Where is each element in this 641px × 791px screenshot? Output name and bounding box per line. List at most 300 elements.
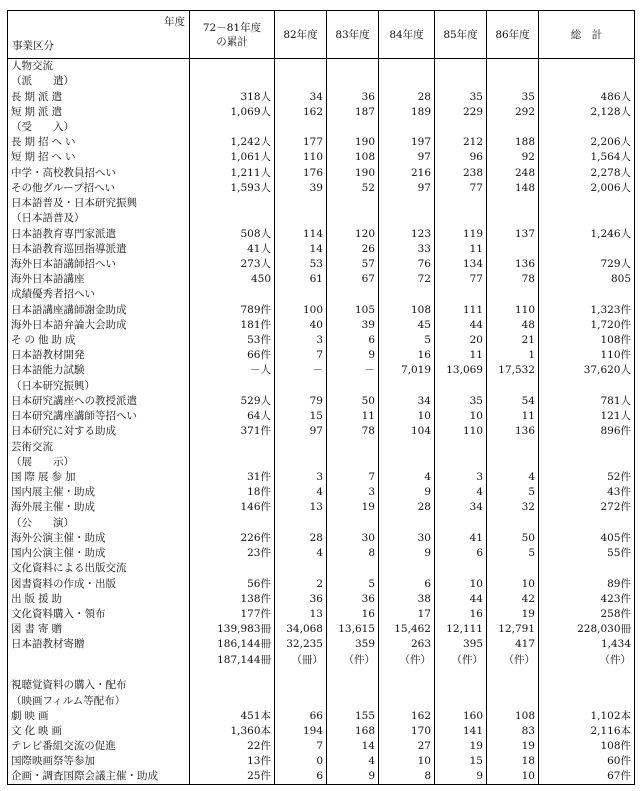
- cell-83: 39: [327, 317, 379, 332]
- cell-cumulative: 187,144冊: [190, 652, 275, 667]
- table-row: [8, 754, 635, 769]
- row-label: 文化資料購入・領布: [8, 606, 190, 621]
- row-label: 日本研究講座講師等招へい: [8, 409, 190, 424]
- cell-83: 13,615: [327, 622, 379, 637]
- cell-82: 66: [275, 708, 327, 723]
- cell-cumulative: 508人: [190, 226, 275, 241]
- header-corner: [8, 11, 190, 59]
- col-header-85: 85年度: [435, 11, 487, 59]
- cell-85: 10: [435, 576, 487, 591]
- cell-84: 30: [379, 530, 435, 545]
- row-label: 芸術交流: [8, 439, 190, 454]
- cell-84: 72: [379, 272, 435, 287]
- row-label: 日本語教育巡回指導派遣: [8, 241, 190, 256]
- cell-total: 729人: [539, 256, 635, 271]
- cell-cumulative: 1,069人: [190, 104, 275, 119]
- cell-total: 2,116本: [539, 723, 635, 738]
- cell-86: 19: [487, 739, 539, 754]
- row-label: （映画フィルム等配布）: [8, 693, 190, 708]
- cell-84: [379, 74, 435, 89]
- cell-cumulative: 56件: [190, 576, 275, 591]
- cell-cumulative: 41人: [190, 241, 275, 256]
- cell-85: 229: [435, 104, 487, 119]
- cell-84: 9: [379, 546, 435, 561]
- cell-82: 13: [275, 500, 327, 515]
- cell-86: [487, 378, 539, 393]
- cell-84: [379, 561, 435, 576]
- row-label: 海外日本語講座: [8, 272, 190, 287]
- cell-85: 44: [435, 317, 487, 332]
- cell-cumulative: 181件: [190, 317, 275, 332]
- cell-82: [275, 119, 327, 134]
- row-label: 日本語教育専門家派遣: [8, 226, 190, 241]
- cell-84: 8: [379, 769, 435, 785]
- cell-cumulative: 146件: [190, 500, 275, 515]
- cell-83: [327, 195, 379, 210]
- cell-83: [327, 667, 379, 677]
- row-label: 視聴覚資料の購入・配布: [8, 678, 190, 693]
- cell-84: [379, 211, 435, 226]
- cell-86: 10: [487, 576, 539, 591]
- cell-82: 3: [275, 469, 327, 484]
- cell-total: 272件: [539, 500, 635, 515]
- cell-84: 10: [379, 754, 435, 769]
- cell-cumulative: 450: [190, 272, 275, 287]
- cell-86: [487, 678, 539, 693]
- cell-86: 248: [487, 165, 539, 180]
- cell-83: 6: [327, 332, 379, 347]
- cell-cumulative: 64人: [190, 409, 275, 424]
- cell-84: [379, 693, 435, 708]
- cell-total: 43件: [539, 485, 635, 500]
- row-label: 長期派遣: [8, 89, 190, 104]
- cell-85: 238: [435, 165, 487, 180]
- cell-84: 28: [379, 89, 435, 104]
- cell-82: 40: [275, 317, 327, 332]
- row-label: 出版援助: [8, 591, 190, 606]
- table-row: [8, 89, 635, 104]
- table-row: [8, 226, 635, 241]
- cell-83: 57: [327, 256, 379, 271]
- cell-total: [539, 241, 635, 256]
- table-row: [8, 561, 635, 576]
- table-row: [8, 667, 635, 677]
- row-label: 中学・高校教員招へい: [8, 165, 190, 180]
- cell-total: [539, 74, 635, 89]
- cell-85: 35: [435, 89, 487, 104]
- cell-cumulative: [190, 454, 275, 469]
- table-row: [8, 409, 635, 424]
- table-row: [8, 272, 635, 287]
- row-label: 日本語教材開発: [8, 348, 190, 363]
- cell-83: 4: [327, 754, 379, 769]
- table-row: [8, 363, 635, 378]
- table-row: [8, 515, 635, 530]
- cell-total: 60件: [539, 754, 635, 769]
- cell-86: 19: [487, 606, 539, 621]
- cell-cumulative: 273人: [190, 256, 275, 271]
- cell-84: 17: [379, 606, 435, 621]
- cell-84: 170: [379, 723, 435, 738]
- table-row: [8, 74, 635, 89]
- cell-82: [275, 454, 327, 469]
- cell-cumulative: 25件: [190, 769, 275, 785]
- cell-86: [487, 667, 539, 677]
- cell-86: （件）: [487, 652, 539, 667]
- cell-82: 28: [275, 530, 327, 545]
- table-row: [8, 165, 635, 180]
- cell-cumulative: －人: [190, 363, 275, 378]
- cell-total: 423件: [539, 591, 635, 606]
- table-row: [8, 637, 635, 652]
- cell-84: 9: [379, 485, 435, 500]
- cell-cumulative: 226件: [190, 530, 275, 545]
- col-header-total: 総 計: [539, 11, 635, 59]
- cell-82: 7: [275, 348, 327, 363]
- cell-82: 2: [275, 576, 327, 591]
- cell-85: 10: [435, 409, 487, 424]
- table-row: [8, 348, 635, 363]
- cell-86: 1: [487, 348, 539, 363]
- table-row: [8, 693, 635, 708]
- cell-total: 2,128人: [539, 104, 635, 119]
- table-row: [8, 652, 635, 667]
- cell-total: 1,246人: [539, 226, 635, 241]
- cell-total: 2,006人: [539, 180, 635, 195]
- cell-84: 97: [379, 180, 435, 195]
- cell-84: [379, 515, 435, 530]
- cell-84: 16: [379, 348, 435, 363]
- cell-85: [435, 119, 487, 134]
- table-row: [8, 606, 635, 621]
- cell-82: 34,068: [275, 622, 327, 637]
- cell-86: 54: [487, 393, 539, 408]
- cell-82: 15: [275, 409, 327, 424]
- cell-cumulative: 371件: [190, 424, 275, 439]
- cell-cumulative: 1,242人: [190, 135, 275, 150]
- row-label: 国際展参加: [8, 469, 190, 484]
- cell-total: 805: [539, 272, 635, 287]
- cell-84: （件）: [379, 652, 435, 667]
- cell-total: [539, 195, 635, 210]
- cell-86: [487, 515, 539, 530]
- cell-86: 17,532: [487, 363, 539, 378]
- cell-82: [275, 693, 327, 708]
- cell-total: [539, 59, 635, 74]
- cell-84: 33: [379, 241, 435, 256]
- row-label: （派 遣）: [8, 74, 190, 89]
- cell-84: 6: [379, 576, 435, 591]
- cell-85: 77: [435, 272, 487, 287]
- cell-84: 216: [379, 165, 435, 180]
- cell-cumulative: 1,211人: [190, 165, 275, 180]
- cell-cumulative: 139,983冊: [190, 622, 275, 637]
- cell-85: 9: [435, 769, 487, 785]
- cell-84: [379, 119, 435, 134]
- table-row: [8, 500, 635, 515]
- cell-82: [275, 678, 327, 693]
- cell-84: [379, 59, 435, 74]
- cell-86: 35: [487, 89, 539, 104]
- cell-86: 92: [487, 150, 539, 165]
- cell-85: 3: [435, 469, 487, 484]
- cell-83: 9: [327, 769, 379, 785]
- cell-82: 4: [275, 546, 327, 561]
- table-row: [8, 454, 635, 469]
- cell-85: 395: [435, 637, 487, 652]
- row-label: 海外日本語講師招へい: [8, 256, 190, 271]
- row-label: 海外公演主催・助成: [8, 530, 190, 545]
- cell-total: 1,434: [539, 637, 635, 652]
- cell-83: 168: [327, 723, 379, 738]
- table-row: [8, 135, 635, 150]
- cell-85: 134: [435, 256, 487, 271]
- cell-cumulative: 1,061人: [190, 150, 275, 165]
- table-row: [8, 302, 635, 317]
- table-row: [8, 59, 635, 74]
- cell-84: [379, 439, 435, 454]
- row-label: 文化映画: [8, 723, 190, 738]
- cell-total: 258件: [539, 606, 635, 621]
- cell-85: （件）: [435, 652, 487, 667]
- table-row: [8, 424, 635, 439]
- cell-86: 108: [487, 708, 539, 723]
- cell-86: [487, 287, 539, 302]
- cell-85: 16: [435, 606, 487, 621]
- cell-85: [435, 59, 487, 74]
- cell-86: 48: [487, 317, 539, 332]
- cell-86: 136: [487, 424, 539, 439]
- cell-84: 104: [379, 424, 435, 439]
- row-label: 劇映画: [8, 708, 190, 723]
- cell-cumulative: 13件: [190, 754, 275, 769]
- cell-total: 121人: [539, 409, 635, 424]
- cell-82: 53: [275, 256, 327, 271]
- cell-86: 83: [487, 723, 539, 738]
- cell-83: 78: [327, 424, 379, 439]
- cell-83: [327, 74, 379, 89]
- cell-86: 136: [487, 256, 539, 271]
- cell-83: 120: [327, 226, 379, 241]
- cell-total: 228,030冊: [539, 622, 635, 637]
- cell-83: 52: [327, 180, 379, 195]
- table-row: [8, 530, 635, 545]
- row-label: （受 入）: [8, 119, 190, 134]
- table-row: [8, 195, 635, 210]
- row-label: 国内展主催・助成: [8, 485, 190, 500]
- cell-83: 5: [327, 576, 379, 591]
- cell-83: 3: [327, 485, 379, 500]
- cell-85: 160: [435, 708, 487, 723]
- cell-85: 15: [435, 754, 487, 769]
- cell-85: [435, 378, 487, 393]
- cell-total: [539, 287, 635, 302]
- col-header-82: 82年度: [275, 11, 327, 59]
- cell-82: 97: [275, 424, 327, 439]
- cell-total: 89件: [539, 576, 635, 591]
- row-label: 日本語教材寄贈: [8, 637, 190, 652]
- cell-82: [275, 515, 327, 530]
- cell-83: 26: [327, 241, 379, 256]
- cell-total: 1,564人: [539, 150, 635, 165]
- cell-total: [539, 693, 635, 708]
- table-row: [8, 241, 635, 256]
- cell-cumulative: [190, 119, 275, 134]
- row-label: （日本研究振興）: [8, 378, 190, 393]
- cell-83: 108: [327, 150, 379, 165]
- table-row: [8, 378, 635, 393]
- cell-85: 19: [435, 739, 487, 754]
- cell-83: [327, 378, 379, 393]
- cell-86: 78: [487, 272, 539, 287]
- cell-84: 38: [379, 591, 435, 606]
- cell-cumulative: 23件: [190, 546, 275, 561]
- cell-86: [487, 454, 539, 469]
- cell-total: [539, 211, 635, 226]
- cell-82: [275, 561, 327, 576]
- cell-86: [487, 561, 539, 576]
- row-label: 企画・調査国際会議主催・助成: [8, 769, 190, 785]
- cell-85: 44: [435, 591, 487, 606]
- table-row: [8, 708, 635, 723]
- cell-82: [275, 439, 327, 454]
- cell-82: 6: [275, 769, 327, 785]
- cell-82: 36: [275, 591, 327, 606]
- row-label: （展 示）: [8, 454, 190, 469]
- cell-total: 896件: [539, 424, 635, 439]
- table-row: [8, 119, 635, 134]
- cell-82: 194: [275, 723, 327, 738]
- cell-86: 50: [487, 530, 539, 545]
- table-row: [8, 622, 635, 637]
- cell-86: [487, 59, 539, 74]
- cell-total: [539, 119, 635, 134]
- cell-84: 197: [379, 135, 435, 150]
- cell-total: 1,323件: [539, 302, 635, 317]
- cell-83: [327, 211, 379, 226]
- cell-84: [379, 287, 435, 302]
- statistics-table: [7, 10, 634, 785]
- row-label: 成績優秀者招へい: [8, 287, 190, 302]
- row-label: 日本語能力試験: [8, 363, 190, 378]
- cell-cumulative: 318人: [190, 89, 275, 104]
- cell-86: 188: [487, 135, 539, 150]
- cell-83: 16: [327, 606, 379, 621]
- row-label: 海外日本語弁論大会助成: [8, 317, 190, 332]
- cell-85: 11: [435, 348, 487, 363]
- cell-86: [487, 439, 539, 454]
- col-header-86: 86年度: [487, 11, 539, 59]
- cell-83: [327, 287, 379, 302]
- cell-85: 11: [435, 241, 487, 256]
- cell-83: 187: [327, 104, 379, 119]
- cell-86: [487, 195, 539, 210]
- cell-82: 177: [275, 135, 327, 150]
- cell-82: 4: [275, 485, 327, 500]
- cell-86: 32: [487, 500, 539, 515]
- row-label: 日本研究講座への教授派遣: [8, 393, 190, 408]
- cell-84: 76: [379, 256, 435, 271]
- cell-85: 77: [435, 180, 487, 195]
- cell-cumulative: [190, 287, 275, 302]
- table-row: [8, 287, 635, 302]
- cell-82: 0: [275, 754, 327, 769]
- cell-85: 212: [435, 135, 487, 150]
- cell-total: （件）: [539, 652, 635, 667]
- cell-86: 5: [487, 546, 539, 561]
- cell-83: 67: [327, 272, 379, 287]
- cell-83: （件）: [327, 652, 379, 667]
- cell-83: 19: [327, 500, 379, 515]
- cell-82: 39: [275, 180, 327, 195]
- cell-82: 3: [275, 332, 327, 347]
- table-row: [8, 439, 635, 454]
- col-header-cumulative: 72－81年度の累計: [190, 11, 275, 59]
- cell-total: [539, 454, 635, 469]
- cell-cumulative: 138件: [190, 591, 275, 606]
- cell-cumulative: [190, 439, 275, 454]
- cell-84: [379, 378, 435, 393]
- cell-86: 417: [487, 637, 539, 652]
- cell-84: 45: [379, 317, 435, 332]
- cell-total: 781人: [539, 393, 635, 408]
- cell-83: [327, 693, 379, 708]
- cell-cumulative: [190, 693, 275, 708]
- table-row: [8, 317, 635, 332]
- table-row: [8, 211, 635, 226]
- cell-86: 148: [487, 180, 539, 195]
- cell-85: [435, 678, 487, 693]
- cell-total: [539, 678, 635, 693]
- cell-85: [435, 667, 487, 677]
- cell-cumulative: 1,360本: [190, 723, 275, 738]
- cell-83: [327, 454, 379, 469]
- cell-84: 263: [379, 637, 435, 652]
- cell-82: [275, 211, 327, 226]
- cell-total: [539, 515, 635, 530]
- table-row: [8, 739, 635, 754]
- table-row: [8, 104, 635, 119]
- cell-cumulative: [190, 561, 275, 576]
- row-label: その他助成: [8, 332, 190, 347]
- cell-cumulative: 31件: [190, 469, 275, 484]
- cell-83: 359: [327, 637, 379, 652]
- cell-83: 30: [327, 530, 379, 545]
- row-label: テレビ番組交流の促進: [8, 739, 190, 754]
- cell-85: 96: [435, 150, 487, 165]
- cell-cumulative: [190, 667, 275, 677]
- cell-83: 9: [327, 348, 379, 363]
- cell-86: 292: [487, 104, 539, 119]
- cell-84: 123: [379, 226, 435, 241]
- category-header-label: 事業区分: [12, 40, 54, 52]
- cell-85: 110: [435, 424, 487, 439]
- cell-cumulative: 451本: [190, 708, 275, 723]
- table-body: [8, 59, 635, 785]
- cell-84: 27: [379, 739, 435, 754]
- cell-cumulative: 1,593人: [190, 180, 275, 195]
- table-row: [8, 469, 635, 484]
- cell-83: [327, 678, 379, 693]
- cell-85: 119: [435, 226, 487, 241]
- cell-total: 2,206人: [539, 135, 635, 150]
- row-label: [8, 667, 190, 677]
- cell-total: 2,278人: [539, 165, 635, 180]
- cell-86: 110: [487, 302, 539, 317]
- year-header-label: 年度: [164, 16, 185, 28]
- row-label: 日本語普及・日本研究振興: [8, 195, 190, 210]
- cell-total: 1,102本: [539, 708, 635, 723]
